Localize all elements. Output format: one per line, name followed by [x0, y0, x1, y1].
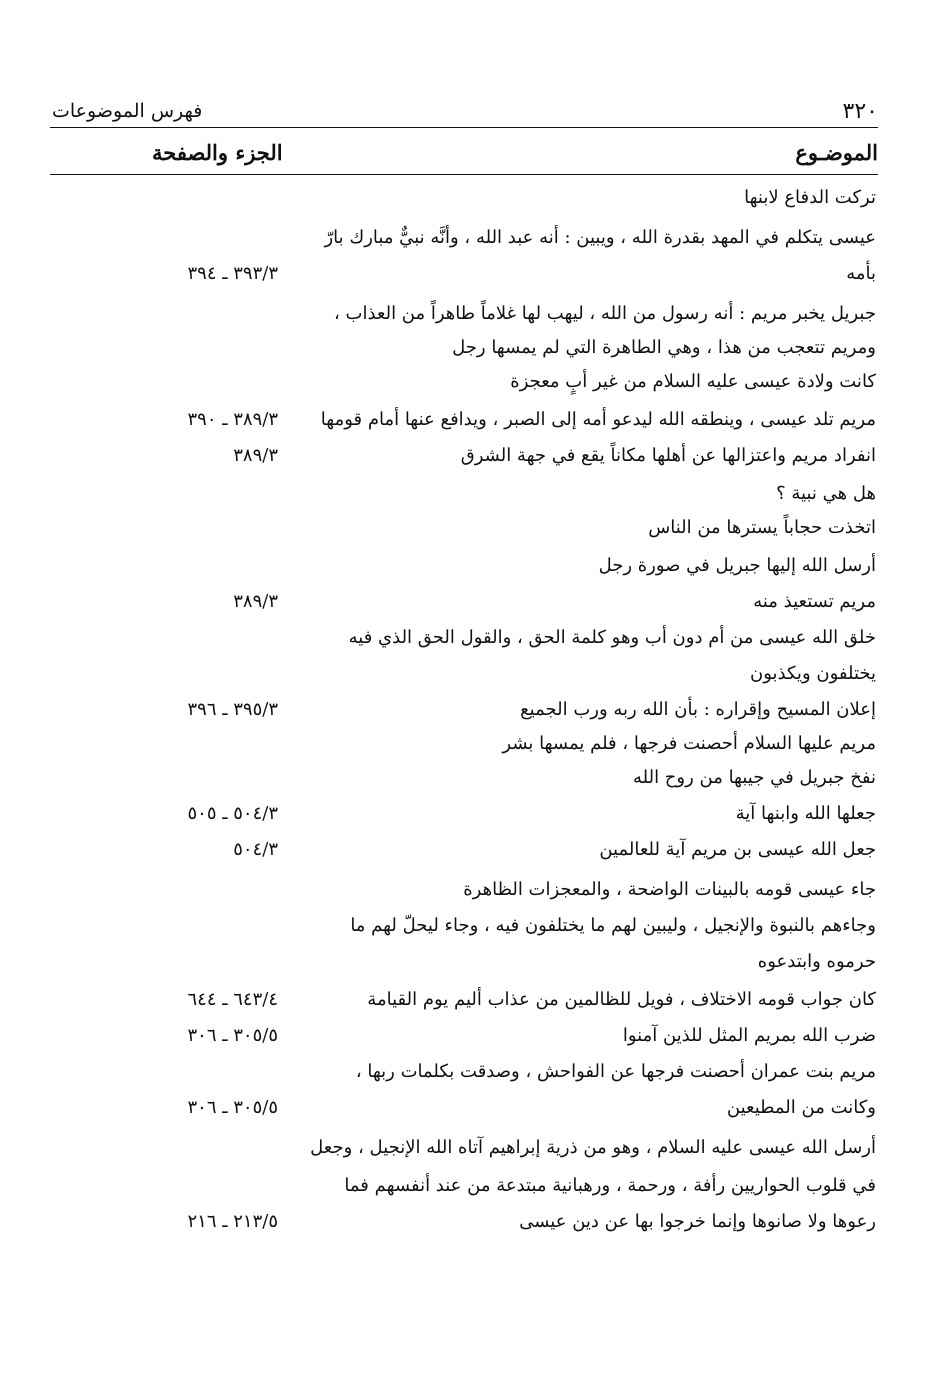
entry-topic: رعوها ولا صانوها وإنما خرجوا بها عن دين عيسى [519, 1211, 876, 1232]
entry-topic: إعلان المسيح وإقراره : بأن الله ربه ورب الجميع [520, 699, 876, 720]
table-row [0, 984, 950, 1016]
entry-reference [98, 728, 278, 760]
table-row [0, 1020, 950, 1052]
entry-topic: ومريم تتعجب من هذا ، وهي الطاهرة التي لم يمسها رجل [452, 337, 876, 358]
table-row [0, 586, 950, 618]
entry-reference [98, 658, 278, 690]
column-header-rule [50, 174, 878, 175]
topic-column-header: الموضـوع [795, 139, 878, 165]
entry-topic: هل هي نبية ؟ [776, 483, 876, 504]
table-row [0, 694, 950, 726]
table-row [0, 1056, 950, 1088]
entry-reference [98, 222, 278, 254]
entry-reference [98, 1056, 278, 1088]
entry-topic: كان جواب قومه الاختلاف ، فويل للظالمين من عذاب أليم يوم القيامة [367, 989, 876, 1010]
entry-reference [98, 910, 278, 942]
entry-topic: مريم عليها السلام أحصنت فرجها ، فلم يمسها بشر [502, 733, 876, 754]
entry-reference: ٣٨٩/٣ ـ ٣٩٠ [187, 409, 278, 430]
table-row [0, 550, 950, 582]
reference-column-header: الجزء والصفحة [152, 139, 283, 165]
table-row [0, 762, 950, 794]
entry-reference [98, 512, 278, 544]
table-row [0, 440, 950, 472]
entry-topic: يختلفون ويكذبون [750, 663, 876, 684]
entry-topic: خلق الله عيسى من أم دون أب وهو كلمة الحق ، والقول الحق الذي فيه [348, 627, 876, 648]
entry-reference [98, 874, 278, 906]
entry-topic: عيسى يتكلم في المهد بقدرة الله ، ويبين : أنه عبد الله ، وأنَّه نبيٌّ مبارك بارّ [324, 227, 876, 248]
table-row [0, 298, 950, 330]
entry-topic: حرموه وابتدعوه [757, 951, 876, 972]
page-number: ٣٢٠ [842, 98, 878, 124]
table-row [0, 478, 950, 510]
entry-reference: ٥٠٤/٣ [233, 839, 278, 860]
entry-topic: وجاءهم بالنبوة والإنجيل ، وليبين لهم ما يختلفون فيه ، وجاء ليحلّ لهم ما [350, 915, 876, 936]
entry-reference: ٦٤٣/٤ ـ ٦٤٤ [187, 989, 278, 1010]
table-row [0, 332, 950, 364]
table-row [0, 222, 950, 254]
entry-reference: ٥٠٤/٣ ـ ٥٠٥ [187, 803, 278, 824]
entry-reference: ٣٠٥/٥ ـ ٣٠٦ [187, 1097, 278, 1118]
running-title: فهرس الموضوعات [52, 100, 203, 122]
entry-reference: ٣٨٩/٣ [233, 445, 278, 466]
table-row [0, 182, 950, 214]
entry-reference [98, 622, 278, 654]
entry-topic: بأمه [846, 263, 876, 284]
entry-reference [98, 366, 278, 398]
table-row [0, 512, 950, 544]
entry-topic: كانت ولادة عيسى عليه السلام من غير أبٍ معجزة [510, 371, 876, 392]
table-row [0, 1132, 950, 1164]
entry-reference [98, 298, 278, 330]
entry-topic: جعل الله عيسى بن مريم آية للعالمين [599, 839, 876, 860]
entry-reference [98, 1170, 278, 1202]
entry-topic: نفخ جبريل في جيبها من روح الله [632, 767, 876, 788]
table-row [0, 946, 950, 978]
entry-topic: مريم تستعيذ منه [753, 591, 876, 612]
entry-topic: تركت الدفاع لابنها [744, 187, 876, 208]
table-row [0, 1170, 950, 1202]
entry-topic: أرسل الله عيسى عليه السلام ، وهو من ذرية إبراهيم آتاه الله الإنجيل ، وجعل [310, 1137, 876, 1158]
table-row [0, 910, 950, 942]
entry-reference [98, 478, 278, 510]
entry-topic: وكانت من المطيعين [726, 1097, 876, 1118]
column-headers [52, 135, 878, 169]
entry-topic: جعلها الله وابنها آية [735, 803, 876, 824]
entry-topic: جبريل يخبر مريم : أنه رسول من الله ، ليهب لها غلاماً طاهراً من العذاب ، [333, 303, 876, 324]
header-rule [50, 127, 878, 128]
table-row [0, 834, 950, 866]
entry-reference: ٣٩٥/٣ ـ ٣٩٦ [187, 699, 278, 720]
entry-reference [98, 1132, 278, 1164]
table-row [0, 874, 950, 906]
table-row [0, 798, 950, 830]
table-row [0, 1092, 950, 1124]
running-header [52, 96, 878, 126]
entry-topic: انفراد مريم واعتزالها عن أهلها مكاناً يقع في جهة الشرق [460, 445, 876, 466]
entry-topic: جاء عيسى قومه بالبينات الواضحة ، والمعجزات الظاهرة [463, 879, 876, 900]
entry-reference: ٣٨٩/٣ [233, 591, 278, 612]
entry-topic: في قلوب الحواريين رأفة ، ورحمة ، ورهبانية مبتدعة من عند أنفسهم فما [344, 1175, 876, 1196]
entry-topic: ضرب الله بمريم المثل للذين آمنوا [622, 1025, 876, 1046]
entry-reference: ٢١٣/٥ ـ ٢١٦ [187, 1211, 278, 1232]
table-row [0, 728, 950, 760]
entry-reference [98, 550, 278, 582]
entry-topic: اتخذت حجاباً يسترها من الناس [648, 517, 876, 538]
table-row [0, 622, 950, 654]
entry-reference [98, 946, 278, 978]
entry-reference [98, 332, 278, 364]
table-row [0, 258, 950, 290]
entry-reference [98, 182, 278, 214]
table-row [0, 366, 950, 398]
entry-reference: ٣٩٣/٣ ـ ٣٩٤ [187, 263, 278, 284]
table-row [0, 1206, 950, 1238]
table-row [0, 658, 950, 690]
entry-reference [98, 762, 278, 794]
entry-topic: مريم تلد عيسى ، وينطقه الله ليدعو أمه إلى الصبر ، ويدافع عنها أمام قومها [320, 409, 876, 430]
entry-topic: مريم بنت عمران أحصنت فرجها عن الفواحش ، وصدقت بكلمات ربها ، [355, 1061, 876, 1082]
table-row [0, 404, 950, 436]
entry-reference: ٣٠٥/٥ ـ ٣٠٦ [187, 1025, 278, 1046]
entry-topic: أرسل الله إليها جبريل في صورة رجل [598, 555, 876, 576]
